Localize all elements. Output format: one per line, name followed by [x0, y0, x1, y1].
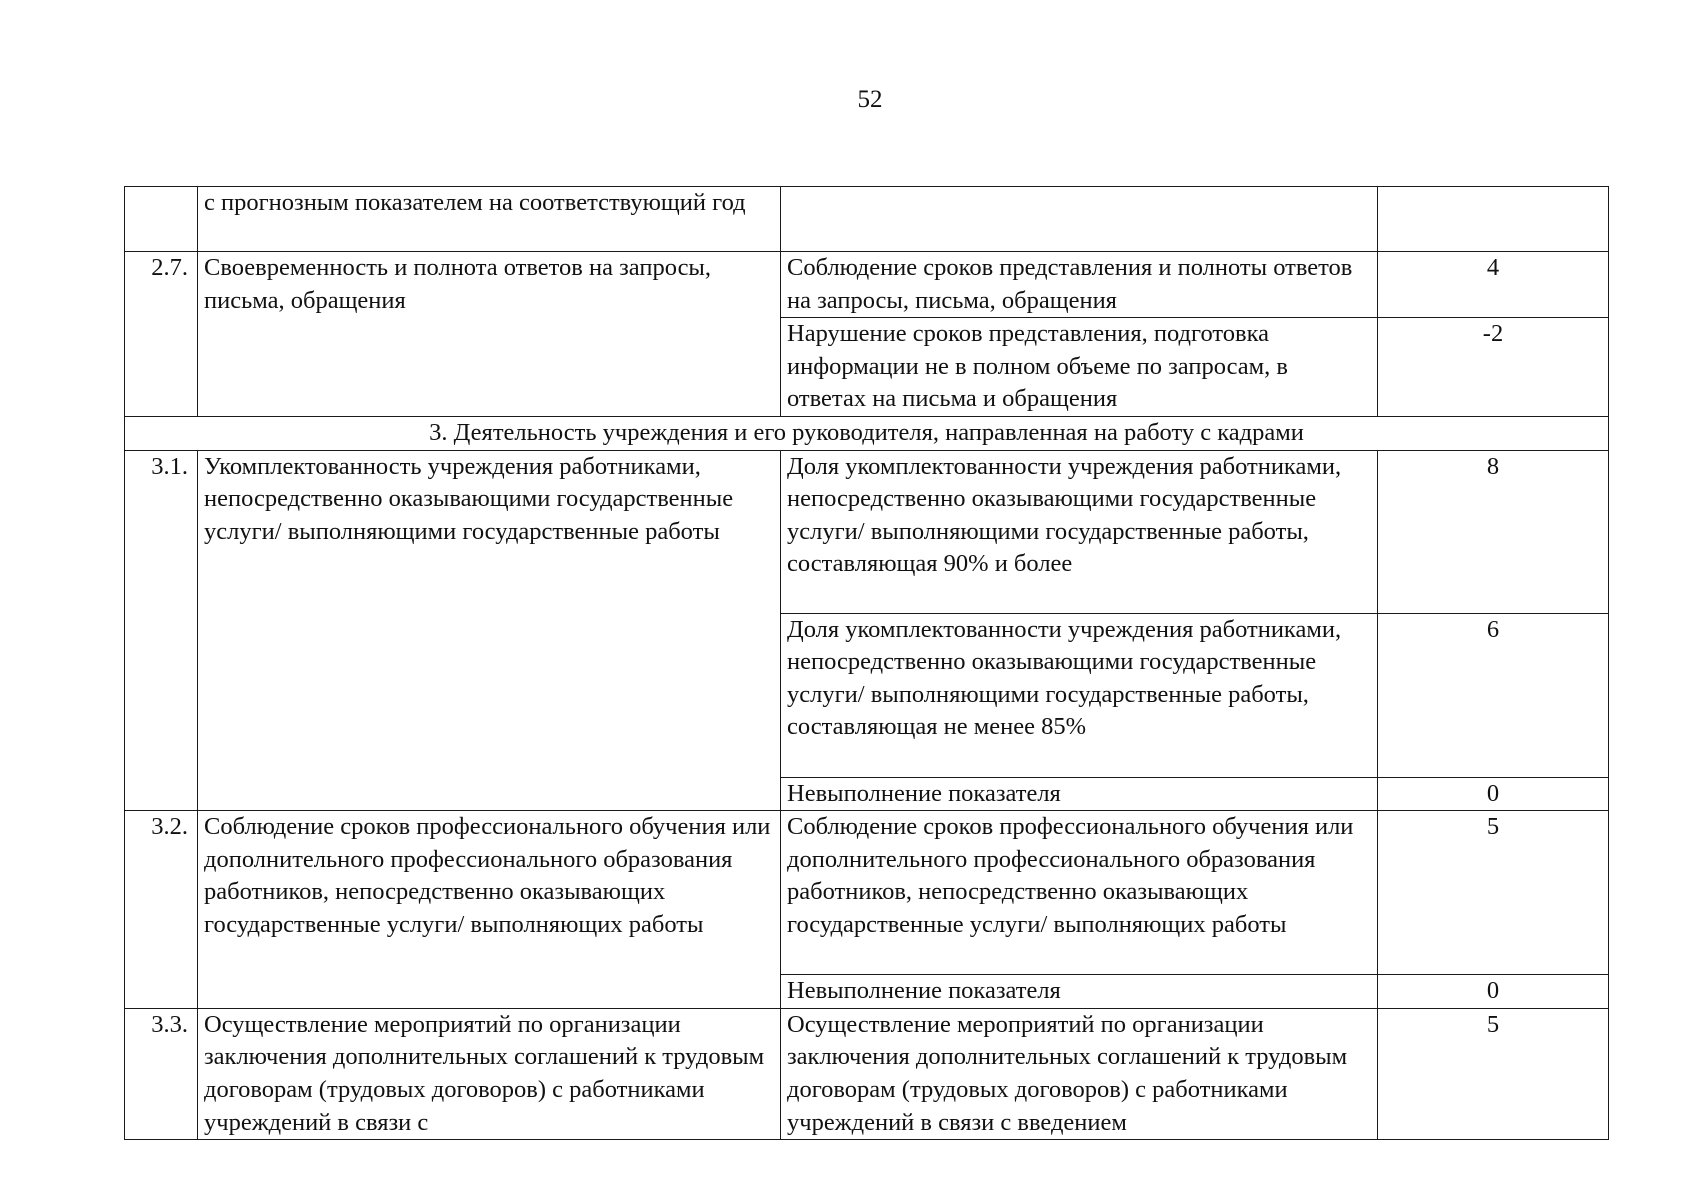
table-row: [125, 450, 1609, 613]
score-cell: 6: [1378, 613, 1609, 777]
page-number: 52: [857, 86, 883, 113]
row-number-cell: 3.2.: [125, 811, 198, 1009]
criterion-cell: Доля укомплектованности учреждения работниками, непосредственно оказывающими государственные услуги/ выполняющими государственные работы, составляющая не менее 85%: [781, 613, 1378, 777]
score-cell: [1378, 187, 1609, 252]
score-cell: 8: [1378, 450, 1609, 613]
score-cell: 5: [1378, 811, 1609, 975]
indicator-cell: Осуществление мероприятий по организации заключения дополнительных соглашений к трудовым договорам (трудовых договоров) с работниками учреждений в связи с: [198, 1008, 781, 1139]
criterion-cell: Соблюдение сроков профессионального обучения или дополнительного профессионального образования работников, непосредственно оказывающих государственные услуги/ выполняющих работы: [781, 811, 1378, 975]
criteria-table: [124, 186, 1609, 1140]
score-cell: 5: [1378, 1008, 1609, 1139]
table-row: [125, 187, 1609, 252]
row-number-cell: [125, 187, 198, 252]
criterion-cell: Доля укомплектованности учреждения работниками, непосредственно оказывающими государственные услуги/ выполняющими государственные работы, составляющая 90% и более: [781, 450, 1378, 613]
criterion-cell: Невыполнение показателя: [781, 975, 1378, 1009]
score-cell: 0: [1378, 975, 1609, 1009]
section-title: 3. Деятельность учреждения и его руководителя, направленная на работу с кадрами: [125, 416, 1609, 450]
criterion-cell: Невыполнение показателя: [781, 777, 1378, 811]
criterion-cell: Нарушение сроков представления, подготовка информации не в полном объеме по запросам, в ответах на письма и обращения: [781, 318, 1378, 417]
score-cell: 4: [1378, 252, 1609, 318]
score-cell: 0: [1378, 777, 1609, 811]
score-cell: -2: [1378, 318, 1609, 417]
section-header-row: [125, 416, 1609, 450]
table-row: [125, 1008, 1609, 1139]
row-number-cell: 2.7.: [125, 252, 198, 417]
indicator-cell: с прогнозным показателем на соответствующий год: [198, 187, 781, 252]
criterion-cell: Соблюдение сроков представления и полноты ответов на запросы, письма, обращения: [781, 252, 1378, 318]
criterion-cell: [781, 187, 1378, 252]
indicator-cell: Своевременность и полнота ответов на запросы, письма, обращения: [198, 252, 781, 417]
criterion-cell: Осуществление мероприятий по организации заключения дополнительных соглашений к трудовым договорам (трудовых договоров) с работниками учреждений в связи с введением: [781, 1008, 1378, 1139]
row-number-cell: 3.1.: [125, 450, 198, 811]
indicator-cell: Соблюдение сроков профессионального обучения или дополнительного профессионального образования работников, непосредственно оказывающих государственные услуги/ выполняющих работы: [198, 811, 781, 1009]
table-row: [125, 811, 1609, 975]
table-row: [125, 252, 1609, 318]
indicator-cell: Укомплектованность учреждения работниками, непосредственно оказывающими государственные услуги/ выполняющими государственные работы: [198, 450, 781, 811]
row-number-cell: 3.3.: [125, 1008, 198, 1139]
